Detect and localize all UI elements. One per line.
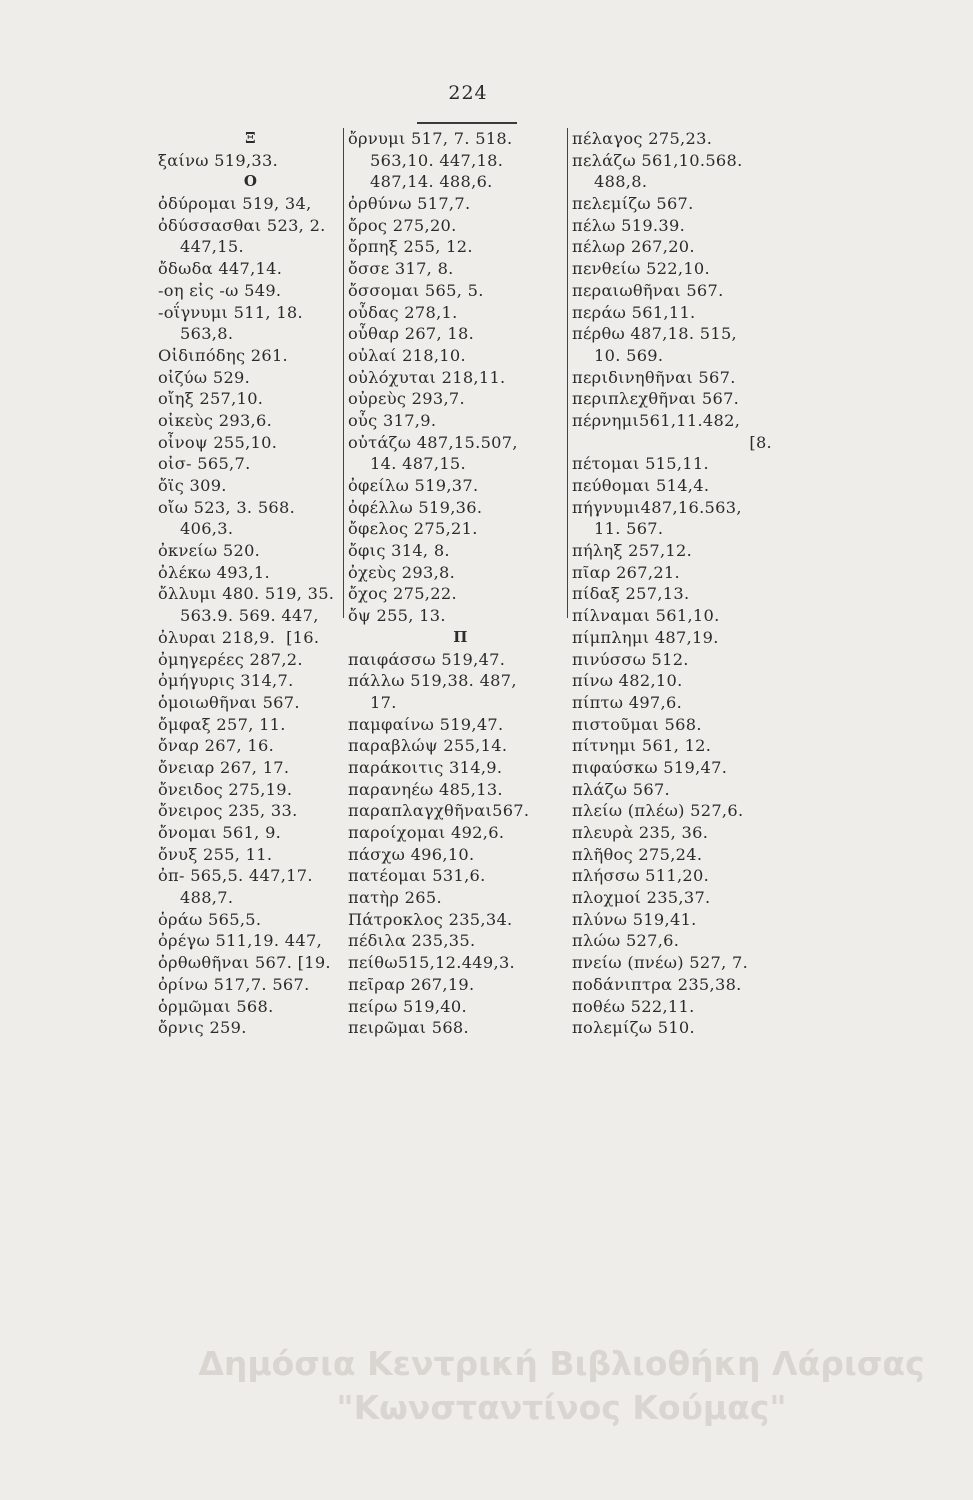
index-entry: ὄρος 275,20.: [348, 215, 457, 235]
index-entry: ὄχος 275,22.: [348, 584, 457, 604]
index-entry: οὖθαρ 267, 18.: [348, 324, 475, 344]
index-entry: οὐλαί 218,10.: [348, 345, 466, 365]
index-entry: οὐτάζω 487,15.507,: [348, 432, 518, 452]
index-entry: ὄνειδος 275,19.: [158, 779, 293, 799]
index-entry: πλάζω 567.: [572, 779, 670, 799]
index-entry: ποδάνιπτρα 235,38.: [572, 974, 742, 994]
index-entry: πάλλω 519,38. 487,: [348, 671, 517, 691]
index-entry: πέρθω 487,18. 515,: [572, 324, 738, 344]
index-entry: πιστοῦμαι 568.: [572, 714, 702, 734]
index-entry: παιφάσσω 519,47.: [348, 649, 506, 669]
index-entry: πατὴρ 265.: [348, 888, 442, 908]
section-letter-heading: Ξ: [245, 129, 256, 147]
index-entry: πλείω (πλέω) 527,6.: [572, 801, 744, 821]
index-entry: ὀμηγερέες 287,2.: [158, 649, 303, 669]
index-entry: οἰσ- 565,7.: [158, 454, 251, 474]
index-entry: οἶνοψ 255,10.: [158, 432, 278, 452]
index-entry: πλώω 527,6.: [572, 931, 680, 951]
index-entry: ὀρίνω 517,7. 567.: [158, 974, 310, 994]
index-entry: 488,7.: [180, 888, 234, 908]
index-entry: ὄσσε 317, 8.: [348, 259, 454, 279]
index-entry: πλοχμοί 235,37.: [572, 888, 711, 908]
index-entry: ὀρθωθῆναι 567. [19.: [158, 953, 331, 973]
index-entry: πείρω 519,40.: [348, 996, 467, 1016]
index-entry: οἴω 523, 3. 568.: [158, 497, 296, 517]
index-entry: -οΐγνυμι 511, 18.: [158, 302, 303, 322]
index-entry: παμφαίνω 519,47.: [348, 714, 504, 734]
index-entry: 563,10. 447,18.: [370, 150, 504, 170]
index-entry: περάω 561,11.: [572, 302, 696, 322]
index-entry: πείθω515,12.449,3.: [348, 953, 515, 973]
section-letter-heading: Ο: [243, 172, 258, 191]
index-entry: πιφαύσκω 519,47.: [572, 757, 728, 777]
index-entry: 487,14. 488,6.: [370, 172, 493, 192]
index-entry: οἰκεὺς 293,6.: [158, 410, 273, 430]
index-entry: παρανηέω 485,13.: [348, 779, 503, 799]
index-entry: οὐλόχυται 218,11.: [348, 367, 506, 387]
index-entry: πέλωρ 267,20.: [572, 237, 695, 257]
index-entry: 563.9. 569. 447,: [180, 606, 319, 626]
index-entry: ὁράω 565,5.: [158, 909, 262, 929]
page-number: 224: [448, 82, 488, 104]
index-entry: ὀλυραι 218,9. [16.: [158, 627, 320, 647]
index-entry: Πάτροκλος 235,34.: [348, 909, 513, 929]
index-entry: πάσχω 496,10.: [348, 844, 475, 864]
index-entry: πίνω 482,10.: [572, 671, 683, 691]
index-entry: ὄσσομαι 565, 5.: [348, 280, 484, 300]
index-column-2: [343, 128, 573, 1038]
index-entry: πέρνημι561,11.482,: [572, 410, 741, 430]
index-entry: ὄρνυμι 517, 7. 518.: [348, 129, 513, 148]
index-entry: πελεμίζω 567.: [572, 194, 694, 214]
index-entry: ὄϊς 309.: [158, 476, 227, 495]
index-entry: πλύνω 519,41.: [572, 909, 697, 929]
watermark-line-1: Δημόσια Κεντρική Βιβλιοθήκη Λάρισας: [198, 1344, 925, 1383]
watermark-line-2: "Κωνσταντίνος Κούμας": [336, 1388, 787, 1427]
index-entry: ὀλέκω 493,1.: [158, 562, 270, 582]
index-entry: ὀπ- 565,5. 447,17.: [158, 866, 313, 886]
index-entry: ὀκνείω 520.: [158, 541, 261, 561]
index-entry: ὀδύσσασθαι 523, 2.: [158, 215, 326, 235]
index-entry: πῖαρ 267,21.: [572, 562, 680, 582]
index-entry: πινύσσω 512.: [572, 649, 689, 669]
index-entry: παράκοιτις 314,9.: [348, 757, 503, 777]
index-entry: οὖδας 278,1.: [348, 302, 458, 322]
index-entry: παραπλαγχθῆναι567.: [348, 801, 530, 821]
index-column-1: [158, 128, 343, 1039]
index-entry: ὄρνις 259.: [158, 1018, 247, 1038]
index-entry: πειρῶμαι 568.: [348, 1018, 469, 1038]
index-entry: πίλναμαι 561,10.: [572, 606, 720, 626]
index-entry: ὄνειρος 235, 33.: [158, 801, 298, 821]
index-entry: ὄδωδα 447,14.: [158, 259, 283, 279]
index-entry: ὁρμῶμαι 568.: [158, 996, 274, 1016]
index-entry: πεύθομαι 514,4.: [572, 476, 710, 495]
index-entry: πέλαγος 275,23.: [572, 129, 713, 148]
index-entry: ὄψ 255, 13.: [348, 606, 446, 626]
index-entry: πέλω 519.39.: [572, 215, 686, 235]
index-entry: οὐρεὺς 293,7.: [348, 389, 465, 409]
index-entry: πέδιλα 235,35.: [348, 931, 476, 951]
index-entry: ὄμφαξ 257, 11.: [158, 714, 286, 734]
index-entry: πεῖραρ 267,19.: [348, 974, 475, 994]
index-entry: ὄλλυμι 480. 519, 35.: [158, 584, 335, 604]
index-entry: πενθείω 522,10.: [572, 259, 710, 279]
index-entry: παροίχομαι 492,6.: [348, 823, 505, 842]
index-entry: ὀρέγω 511,19. 447,: [158, 931, 323, 951]
index-entry: περιπλεχθῆναι 567.: [572, 389, 740, 409]
index-entry: ὀχεὺς 293,8.: [348, 562, 456, 582]
index-entry: 17.: [370, 692, 397, 712]
index-entry: περιδινηθῆναι 567.: [572, 367, 736, 387]
index-entry: παραβλώψ 255,14.: [348, 736, 508, 756]
index-column-3: [567, 128, 772, 1038]
index-entry: 406,3.: [180, 519, 234, 539]
index-entry: [8.: [749, 432, 772, 452]
index-entry: πέτομαι 515,11.: [572, 454, 709, 474]
index-entry: ὄρπηξ 255, 12.: [348, 237, 473, 257]
index-entry: περαιωθῆναι 567.: [572, 280, 724, 300]
index-entry: ὀμήγυρις 314,7.: [158, 671, 294, 691]
index-entry: πήληξ 257,12.: [572, 541, 693, 561]
index-entry: πνείω (πνέω) 527, 7.: [572, 953, 749, 973]
index-entry: 488,8.: [594, 172, 648, 192]
index-entry: πίτνημι 561, 12.: [572, 736, 712, 756]
index-entry: ὄνυξ 255, 11.: [158, 844, 273, 864]
index-entry: πλήσσω 511,20.: [572, 866, 710, 886]
index-entry: ὄφελος 275,21.: [348, 519, 478, 539]
index-entry: 563,8.: [180, 324, 234, 344]
page-number-rule: [417, 122, 517, 124]
index-entry: πλῆθος 275,24.: [572, 844, 703, 864]
index-entry: οἴηξ 257,10.: [158, 389, 264, 409]
index-entry: 11. 567.: [594, 519, 664, 539]
index-entry: πλευρὰ 235, 36.: [572, 823, 709, 842]
index-entry: -οη εἰς -ω 549.: [158, 280, 282, 300]
index-entry: ὁμοιωθῆναι 567.: [158, 692, 300, 712]
index-entry: πολεμίζω 510.: [572, 1018, 695, 1038]
index-entry: ὄφις 314, 8.: [348, 541, 450, 561]
section-letter-heading: Π: [453, 627, 468, 646]
index-entry: οἰζύω 529.: [158, 367, 251, 387]
index-entry: Οἰδιπόδης 261.: [158, 345, 288, 365]
index-entry: οὖς 317,9.: [348, 410, 437, 430]
index-entry: ὀδύρομαι 519, 34,: [158, 194, 312, 214]
index-entry: 14. 487,15.: [370, 454, 466, 474]
index-entry: πίδαξ 257,13.: [572, 584, 690, 604]
index-entry: 447,15.: [180, 237, 244, 257]
index-entry: ὀφέλλω 519,36.: [348, 497, 483, 517]
index-entry: ποθέω 522,11.: [572, 996, 695, 1016]
index-entry: ξαίνω 519,33.: [158, 150, 279, 170]
index-entry: πήγνυμι487,16.563,: [572, 497, 742, 517]
index-entry: ὀρθύνω 517,7.: [348, 194, 471, 214]
index-entry: πελάζω 561,10.568.: [572, 150, 743, 170]
index-entry: πατέομαι 531,6.: [348, 866, 486, 886]
index-entry: πίμπλημι 487,19.: [572, 627, 719, 647]
library-watermark: [150, 1342, 973, 1430]
index-entry: ὄνειαρ 267, 17.: [158, 757, 290, 777]
index-entry: ὄναρ 267, 16.: [158, 736, 275, 756]
index-entry: πίπτω 497,6.: [572, 692, 683, 712]
index-entry: 10. 569.: [594, 345, 664, 365]
index-entry: ὄνομαι 561, 9.: [158, 823, 282, 842]
index-entry: ὀφείλω 519,37.: [348, 476, 479, 495]
